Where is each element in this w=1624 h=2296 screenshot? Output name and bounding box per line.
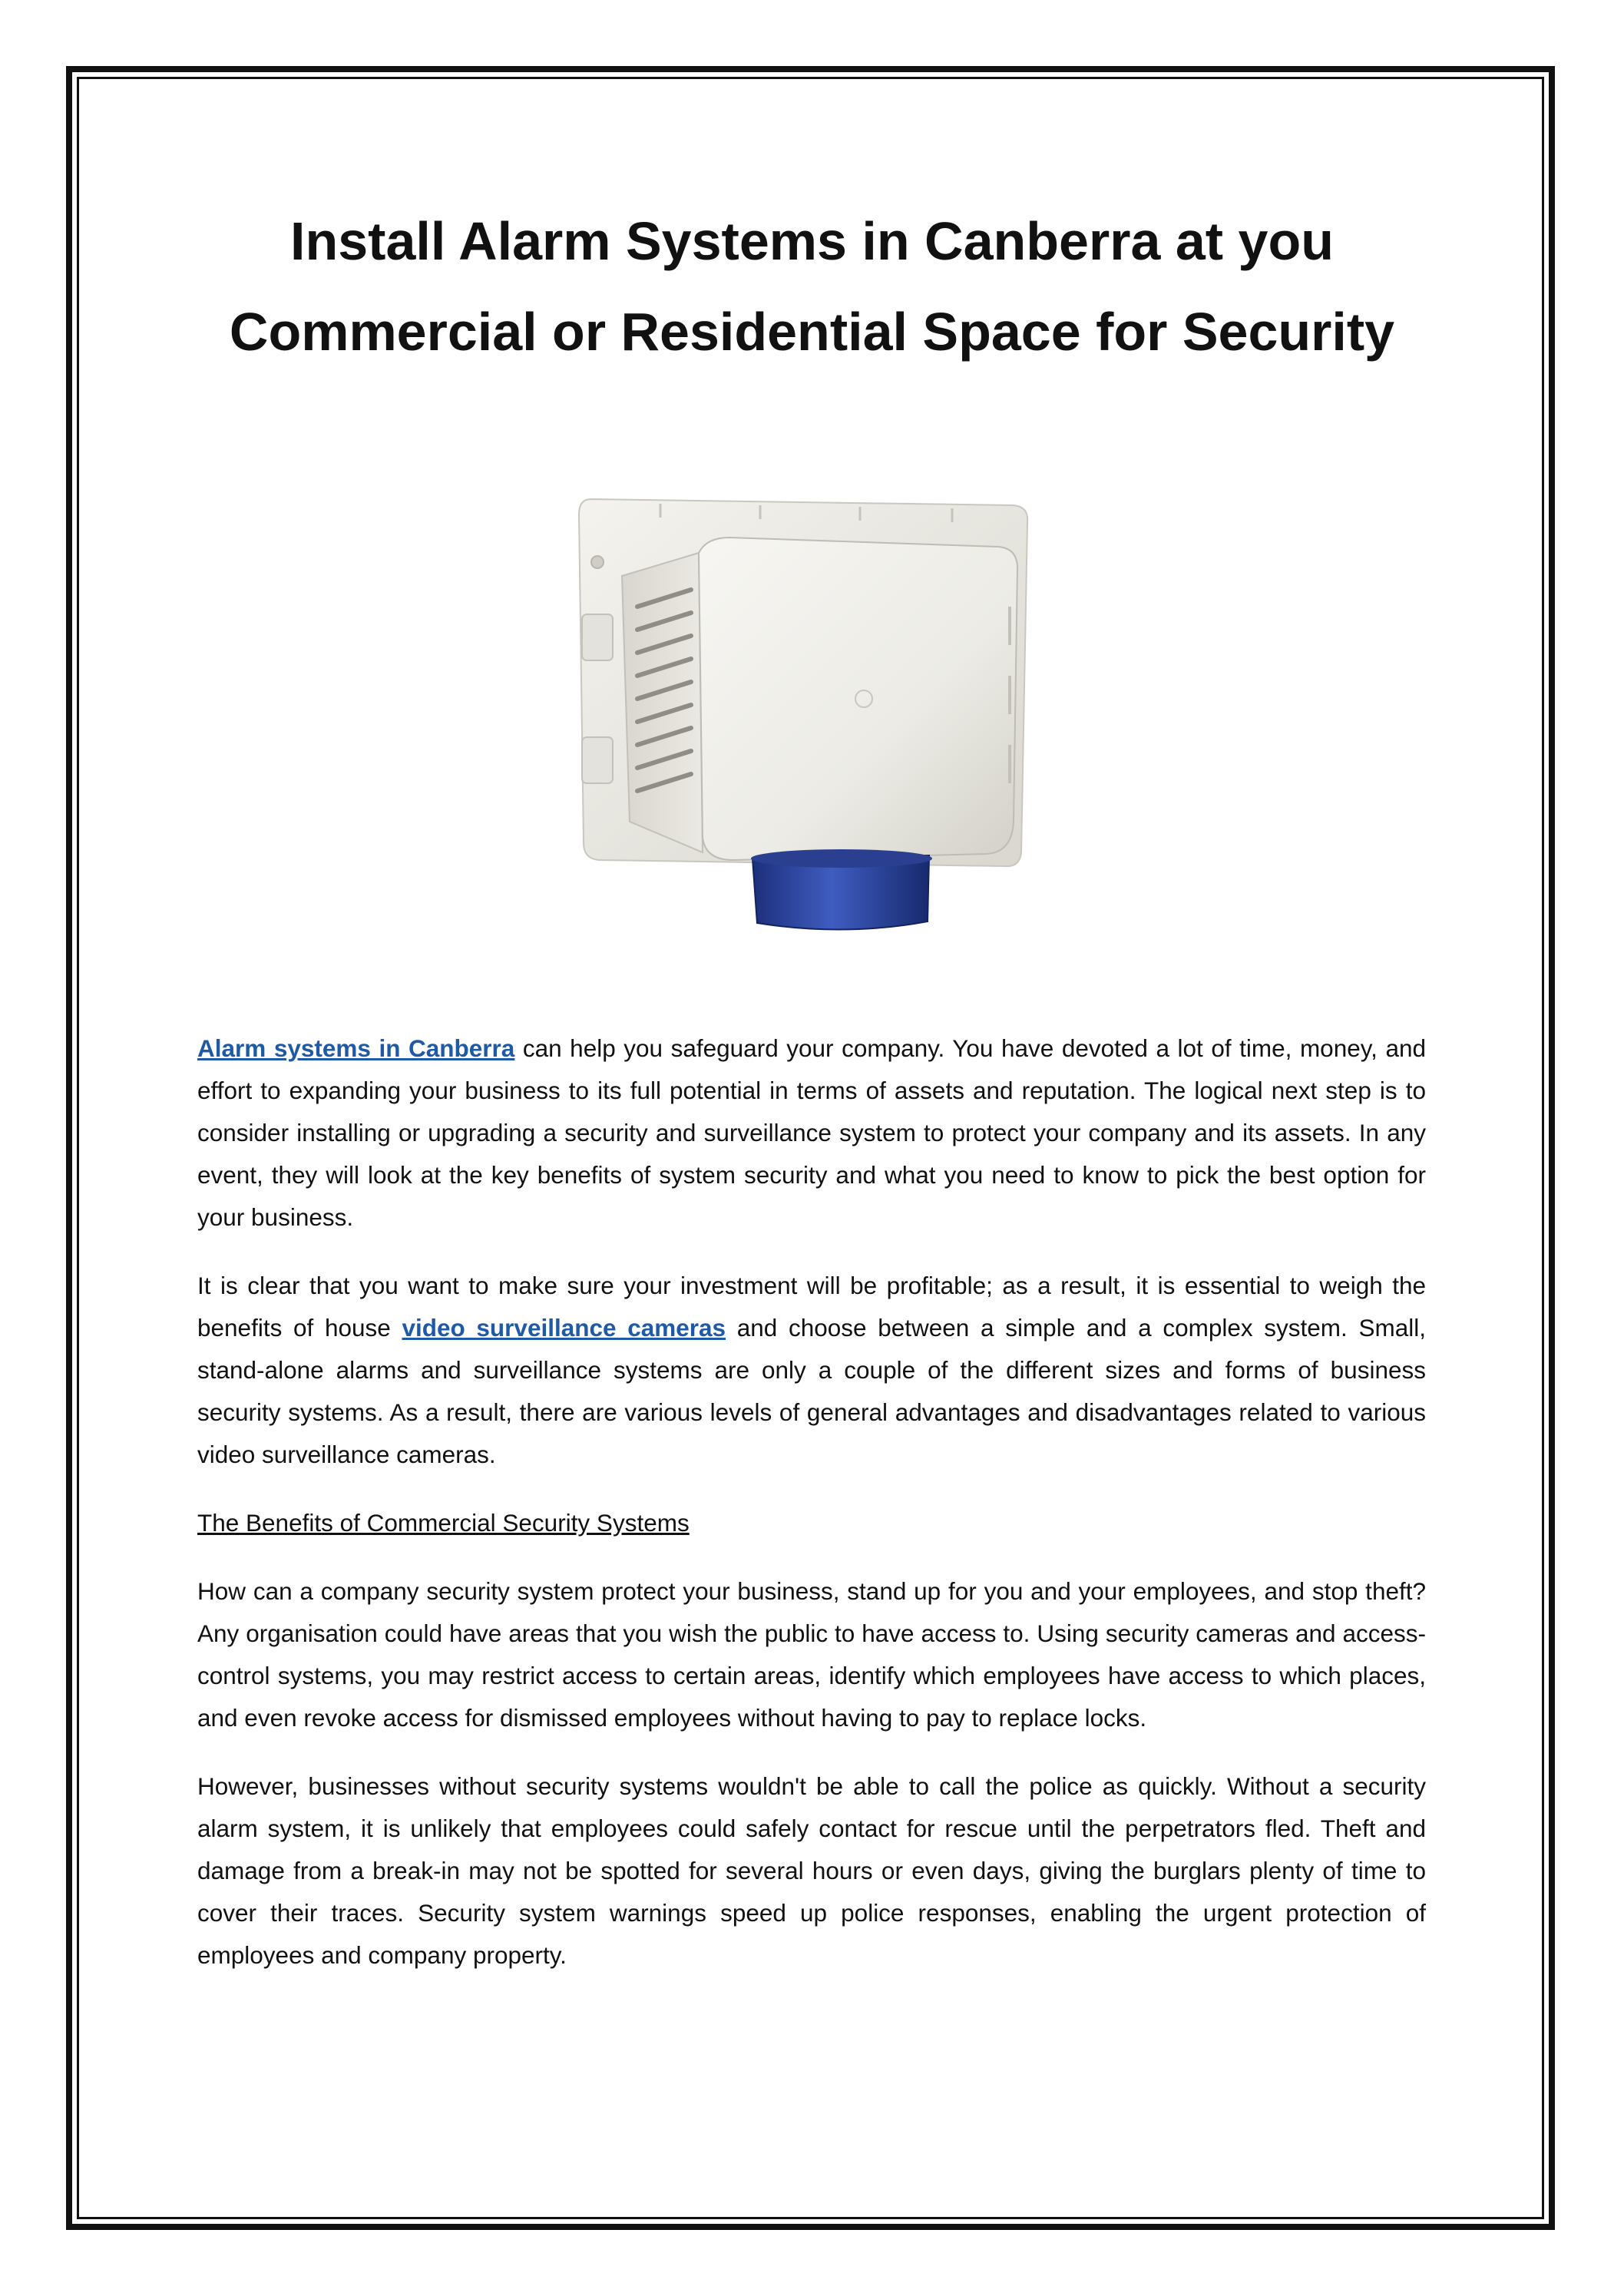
- paragraph-2-text-before: It is clear that you want to make sure your investment will be profitable; as a result, it is essential to weigh the benefits of house: [197, 1272, 1426, 1342]
- paragraph-3: How can a company security system protect your business, stand up for you and your employees, and stop theft? Any organisation could have areas that you wish the public to have access to. Using security cameras and access-control systems, you may restrict access to certain areas, identify which employees have access to which places, and even revoke access for dismissed employees without having to pay to replace locks.: [197, 1577, 1426, 1732]
- box-front: [699, 538, 1017, 860]
- page-title: [123, 196, 1501, 377]
- paragraph-2: [197, 1265, 1426, 1476]
- title-line-1: Install Alarm Systems in Canberra at you: [290, 211, 1334, 271]
- paragraph-1-text: can help you safeguard your company. You have devoted a lot of time, money, and effort to expanding your business to its full potential in terms of assets and reputation. The logical next step is to consider installing or upgrading a security and surveillance system to protect your company and its assets. In any event, they will look at the key benefits of system security and what you need to know to pick the best option for your business.: [197, 1034, 1427, 1231]
- paragraph-1: [197, 1027, 1426, 1239]
- section-subheading: The Benefits of Commercial Security Systems: [197, 1509, 690, 1537]
- paragraph-2-text-after: and choose between a simple and a complex system. Small, stand-alone alarms and surveillance systems are only a couple of the different sizes and forms of business security systems. As a result, there are various levels of general advantages and disadvantages related to various video surveillance cameras.: [197, 1314, 1426, 1468]
- paragraph-4: However, businesses without security systems wouldn't be able to call the police as quickly. Without a security alarm system, it is unlikely that employees could safely contact for rescue until the perpetrators fled. Theft and damage from a break-in may not be spotted for several hours or even days, giving the burglars plenty of time to cover their traces. Security system warnings speed up police responses, enabling the urgent protection of employees and company property.: [197, 1772, 1426, 1969]
- video-surveillance-link[interactable]: video surveillance cameras: [402, 1314, 726, 1342]
- keyhole: [591, 556, 604, 568]
- title-line-2: Commercial or Residential Space for Security: [229, 302, 1395, 362]
- alarm-systems-link[interactable]: Alarm systems in Canberra: [197, 1034, 515, 1062]
- article-body: [197, 1027, 1426, 2003]
- alarm-siren-box-image: [568, 491, 1060, 937]
